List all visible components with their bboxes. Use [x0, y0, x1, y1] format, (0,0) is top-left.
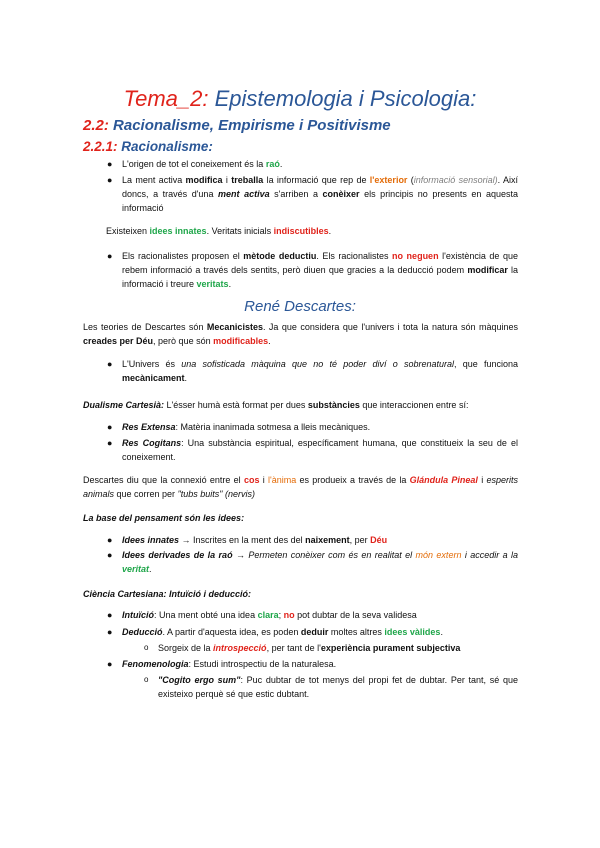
deduction-bullet: Deducció. A partir d'aquesta idea, es poden deduir moltes altres idees vàlides.: [122, 627, 443, 637]
descartes-intro: Les teories de Descartes són Mecanicistes. Ja que considera que l'univers i tota la natura són màquines creades per Déu, però que són modificables.: [83, 322, 518, 346]
circle-bullet-icon: o: [144, 643, 149, 652]
intuition-bullet: Intuïció: Una ment obté una idea clara; no pot dubtar de la seva validesa: [122, 610, 417, 620]
ideas-base-heading: La base del pensament són les idees:: [83, 513, 245, 523]
phenomenology-bullet: Fenomenologia: Estudi introspectiu de la naturalesa.: [122, 659, 337, 669]
bullet-icon: ●: [107, 550, 113, 560]
page-title: Tema_2: Epistemologia i Psicologia:: [123, 86, 477, 111]
innate-ideas-line: Existeixen idees innates. Veritats inicials indiscutibles.: [106, 226, 332, 236]
cogito-subbullet: "Cogito ergo sum": Puc dubtar de tot menys del propi fet de dubtar. Per tant, sé que existeixo perquè sé que estic dubtant.: [158, 675, 518, 699]
bullet-icon: ●: [107, 659, 113, 669]
subsection-heading: 2.2.1: Racionalisme:: [83, 139, 213, 154]
bullet-icon: ●: [107, 610, 113, 620]
cartesian-science-heading: Ciència Cartesiana: Intuïció i deducció:: [83, 589, 252, 599]
rac-bullet-2: La ment activa modifica i treballa la informació que rep de l'exterior (informació sensorial). Així doncs, a través d'una ment activa s'arriben a conèixer els principis no presents en aquesta informació: [122, 175, 519, 213]
bullet-icon: ●: [107, 422, 113, 432]
bullet-icon: ●: [107, 251, 113, 261]
bullet-icon: ●: [107, 159, 113, 169]
bullet-icon: ●: [107, 359, 113, 369]
circle-bullet-icon: o: [144, 675, 149, 684]
pineal-paragraph: Descartes diu que la connexió entre el cos i l'ànima es produeix a través de la Glándula Pineal i esperits animals que corren per "tubs buits" (nervis): [83, 475, 518, 499]
bullet-icon: ●: [107, 535, 113, 545]
bullet-icon: ●: [107, 175, 113, 185]
innate-ideas-bullet: Idees innates → Inscrites en la ment des del naixement, per Déu: [122, 535, 388, 545]
derived-ideas-bullet: Idees derivades de la raó → Permeten conèixer com és en realitat el món extern i accedir a la veritat.: [122, 550, 518, 574]
rac-bullet-1: L'origen de tot el coneixement és la raó.: [122, 159, 283, 169]
universe-bullet: L'Univers és una sofisticada màquina que no té poder diví o sobrenatural, que funciona mecànicament.: [122, 359, 518, 383]
introspection-subbullet: Sorgeix de la introspecció, per tant de l'experiència purament subjectiva: [158, 643, 461, 653]
res-extensa-bullet: Res Extensa: Matèria inanimada sotmesa a lleis mecàniques.: [122, 422, 371, 432]
rac-bullet-3: Els racionalistes proposen el mètode deductiu. Els racionalistes no neguen l'existència de que rebem informació a través dels sentits, però diuen que gracies a la deducció podem modificar la informació i treure veritats.: [122, 251, 519, 289]
bullet-icon: ●: [107, 627, 113, 637]
dualism-line: Dualisme Cartesià: L'ésser humà està format per dues substàncies que interaccionen entre sí:: [83, 400, 469, 410]
bullet-icon: ●: [107, 438, 113, 448]
res-cogitans-bullet: Res Cogitans: Una substància espiritual, específicament humana, que constitueix la seu de el coneixement.: [122, 438, 518, 462]
section-heading: 2.2: Racionalisme, Empirisme i Positivisme: [83, 117, 391, 134]
descartes-heading: René Descartes:: [244, 298, 356, 315]
